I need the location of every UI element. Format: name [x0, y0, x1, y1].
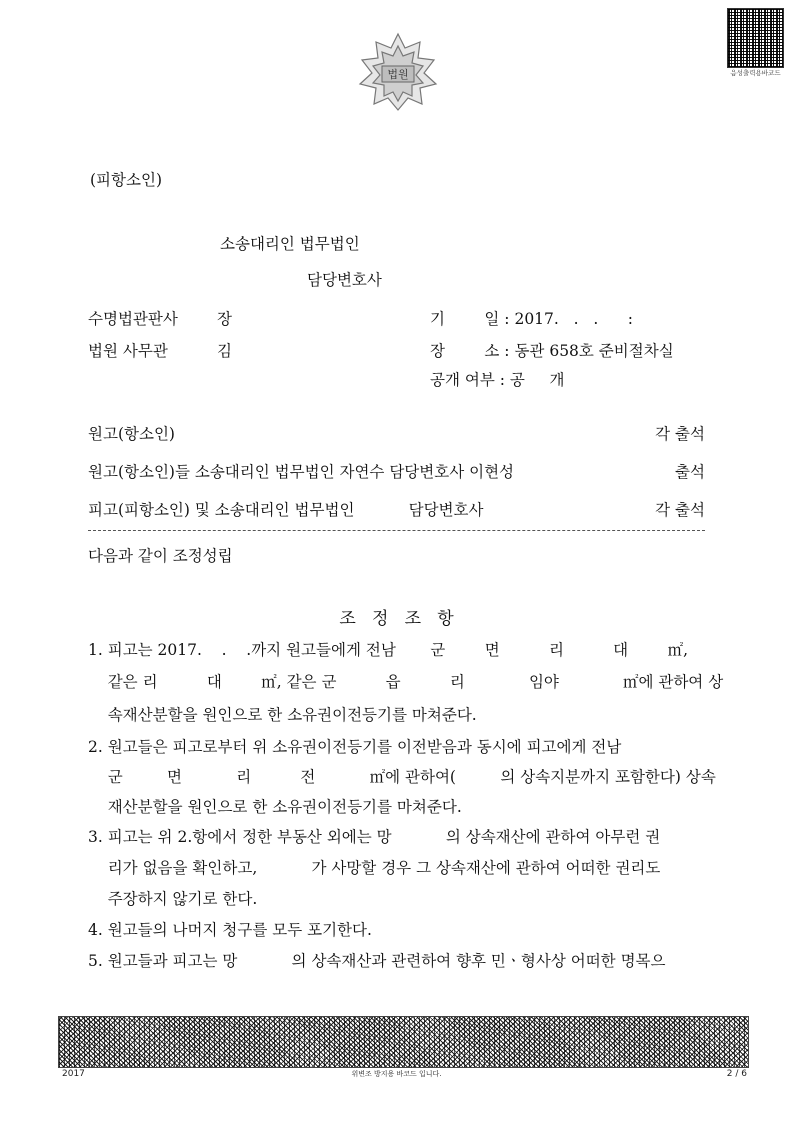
clerk-label: 법원 사무관 — [88, 342, 168, 360]
clause-line: 군 면 리 전 ㎡에 관하여( 의 상속지분까지 포함한다) 상속 — [88, 768, 716, 786]
footer-year: 2017 — [62, 1069, 85, 1079]
clause-line: 2. 원고들은 피고로부터 위 소유권이전등기를 이전받음과 동시에 피고에게 전남 — [88, 738, 622, 756]
dashed-divider — [88, 530, 705, 531]
clause-line: 5. 원고들과 피고는 망 의 상속재산과 관련하여 향후 민ㆍ형사상 어떠한 명목으 — [88, 952, 666, 970]
clause-line: 1. 피고는 2017. . .까지 원고들에게 전남 군 면 리 대 ㎡, — [88, 641, 688, 659]
court-seal-logo — [356, 30, 440, 114]
clerk-name: 김 — [217, 342, 232, 360]
attendance-status: 각 출석 — [655, 501, 705, 519]
page-number: 2 / 6 — [726, 1069, 747, 1079]
public-value: 공 개 — [509, 371, 565, 389]
seal-text: 법원 — [387, 68, 409, 81]
place-label: 장 소 : — [430, 342, 515, 360]
clause-line: 리가 없음을 확인하고, 가 사망할 경우 그 상속재산에 관하여 어떠한 권리도 — [88, 859, 661, 877]
public-row — [430, 370, 565, 390]
attendance-status: 각 출석 — [655, 425, 705, 443]
settlement-statement: 다음과 같이 조정성립 — [88, 547, 233, 565]
clause-line: 주장하지 않기로 한다. — [88, 890, 258, 908]
date-label: 기 일 : — [430, 310, 515, 328]
judge-name: 장 — [217, 310, 232, 328]
public-label: 공개 여부 : — [430, 371, 510, 389]
attendance-name: 원고(항소인) — [88, 425, 175, 443]
footer-barcode-note: 위변조 방지용 바코드 입니다. — [351, 1070, 442, 1078]
clause-line: 같은 리 대 ㎡, 같은 군 읍 리 임야 ㎡에 관하여 상 — [88, 673, 724, 691]
place-value: 동관 658호 준비절차실 — [514, 342, 674, 360]
place-row — [430, 341, 674, 361]
counsel-line: 소송대리인 법무법인 — [220, 235, 360, 253]
attendance-status: 출석 — [675, 463, 705, 481]
judge-label: 수명법관판사 — [88, 310, 178, 328]
section-title: 조 정 조 항 — [339, 609, 454, 629]
date-row — [430, 309, 633, 329]
clause-line: 3. 피고는 위 2.항에서 정한 부동산 외에는 망 의 상속재산에 관하여 아무런 권 — [88, 828, 661, 846]
attorney-line: 담당변호사 — [307, 271, 382, 289]
appellee-label: (피항소인) — [90, 171, 162, 189]
clause-line: 속재산분할을 원인으로 한 소유권이전등기를 마쳐준다. — [88, 706, 477, 724]
anti-forgery-barcode — [58, 1016, 749, 1068]
clause-line: 4. 원고들의 나머지 청구를 모두 포기한다. — [88, 921, 372, 939]
date-value: 2017. . . : — [514, 310, 634, 328]
clause-line: 재산분할을 원인으로 한 소유권이전등기를 마쳐준다. — [88, 798, 462, 816]
attendance-name: 원고(항소인)들 소송대리인 법무법인 자연수 담당변호사 이현성 — [88, 463, 515, 481]
attendance-name: 피고(피항소인) 및 소송대리인 법무법인 담당변호사 — [88, 501, 484, 519]
qr-code — [727, 8, 784, 68]
qr-label: 음성출력용바코드 — [730, 69, 781, 77]
